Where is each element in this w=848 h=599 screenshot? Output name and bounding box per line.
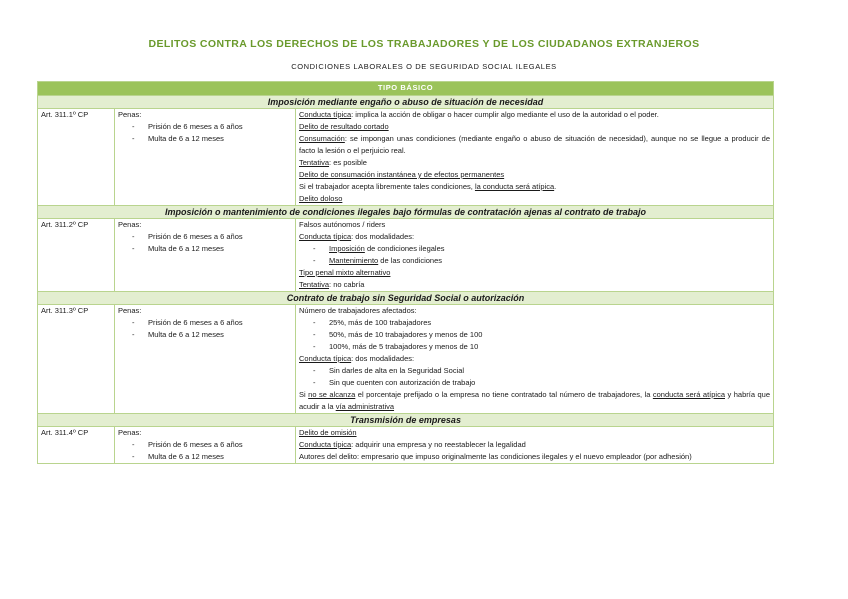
authors-text: Autores del delito: empresario que impuso originalmente las condiciones ilegales y el nuevo empleador (por adhesión): [299, 452, 692, 461]
penalties-cell: [115, 305, 296, 414]
workers-count-text: Número de trabajadores afectados:: [299, 306, 417, 315]
offense-type: Delito de consumación instantánea y de efectos permanentes: [299, 170, 505, 179]
section-heading: Transmisión de empresas: [38, 414, 774, 427]
penalties-cell: [115, 219, 296, 292]
list-item: - Multa de 6 a 12 meses: [132, 330, 224, 339]
section-heading: Imposición mediante engaño o abuso de situación de necesidad: [38, 96, 774, 109]
table-row: [38, 427, 774, 464]
section-heading: Contrato de trabajo sin Seguridad Social o autorización: [38, 292, 774, 305]
table-row: [38, 109, 774, 206]
list-item: - Prisión de 6 meses a 6 años: [132, 440, 243, 449]
offense-type: Delito doloso: [299, 194, 343, 203]
description-cell: [296, 109, 774, 206]
list-item: - 25%, más de 100 trabajadores: [313, 318, 432, 327]
consummation-text: Consumación: se impongan unas condiciones (mediante engaño o abuso de situación de necesidad), aunque no se llegue a producir de facto la lesión o el perjuicio real.: [299, 134, 771, 155]
list-item: - Multa de 6 a 12 meses: [132, 244, 224, 253]
table-band-header: TIPO BÁSICO: [38, 82, 774, 96]
acceptance-text: Si el trabajador acepta libremente tales condiciones, la conducta será atípica.: [299, 182, 557, 191]
document-title: DELITOS CONTRA LOS DERECHOS DE LOS TRABAJADORES Y DE LOS CIUDADANOS EXTRANJEROS: [148, 38, 700, 50]
article-cell: Art. 311.1º CP: [38, 109, 115, 206]
list-item: - Imposición de condiciones ilegales: [313, 244, 445, 253]
penalties-label: Penas:: [118, 306, 142, 315]
article-cell: Art. 311.3º CP: [38, 305, 115, 414]
description-cell: [296, 427, 774, 464]
offense-type: Delito de resultado cortado: [299, 122, 389, 131]
penalties-cell: [115, 427, 296, 464]
list-item: - Mantenimiento de las condiciones: [313, 256, 442, 265]
list-item: - Sin darles de alta en la Seguridad Social: [313, 366, 465, 375]
description-cell: [296, 219, 774, 292]
conduct-text: Conducta típica: dos modalidades:: [299, 354, 415, 363]
penalties-cell: [115, 109, 296, 206]
penalties-label: Penas:: [118, 110, 142, 119]
list-item: - Prisión de 6 meses a 6 años: [132, 122, 243, 131]
table-row: [38, 219, 774, 292]
offense-type: Tipo penal mixto alternativo: [299, 268, 391, 277]
list-item: - Multa de 6 a 12 meses: [132, 134, 224, 143]
document-subtitle: CONDICIONES LABORALES O DE SEGURIDAD SOCIAL ILEGALES: [291, 62, 557, 71]
article-cell: Art. 311.2º CP: [38, 219, 115, 292]
threshold-text: Si no se alcanza el porcentaje prefijado o la empresa no tiene contratado tal número de trabajadores, la conducta será atípica y habría que acudir a la vía administrativa: [299, 390, 771, 411]
section-heading: Imposición o mantenimiento de condiciones ilegales bajo fórmulas de contratación ajenas al contrato de trabajo: [38, 206, 774, 219]
table-row: [38, 305, 774, 414]
riders-text: Falsos autónomos / riders: [299, 220, 386, 229]
penalties-label: Penas:: [118, 428, 142, 437]
conduct-text: Conducta típica: implica la acción de obligar o hacer cumplir algo mediante el uso de la autoridad o el poder.: [299, 110, 659, 119]
attempt-text: Tentativa: no cabría: [299, 280, 365, 289]
description-cell: [296, 305, 774, 414]
offense-type: Delito de omisión: [299, 428, 357, 437]
list-item: - Prisión de 6 meses a 6 años: [132, 232, 243, 241]
list-item: - Multa de 6 a 12 meses: [132, 452, 224, 461]
article-cell: Art. 311.4º CP: [38, 427, 115, 464]
list-item: - 50%, más de 10 trabajadores y menos de 100: [313, 330, 483, 339]
penalties-label: Penas:: [118, 220, 142, 229]
list-item: - Sin que cuenten con autorización de trabajo: [313, 378, 476, 387]
conduct-text: Conducta típica: dos modalidades:: [299, 232, 415, 241]
list-item: - Prisión de 6 meses a 6 años: [132, 318, 243, 327]
conduct-text: Conducta típica: adquirir una empresa y no reestablecer la legalidad: [299, 440, 526, 449]
attempt-text: Tentativa: es posible: [299, 158, 367, 167]
offenses-table: [37, 81, 774, 464]
list-item: - 100%, más de 5 trabajadores y menos de 10: [313, 342, 479, 351]
